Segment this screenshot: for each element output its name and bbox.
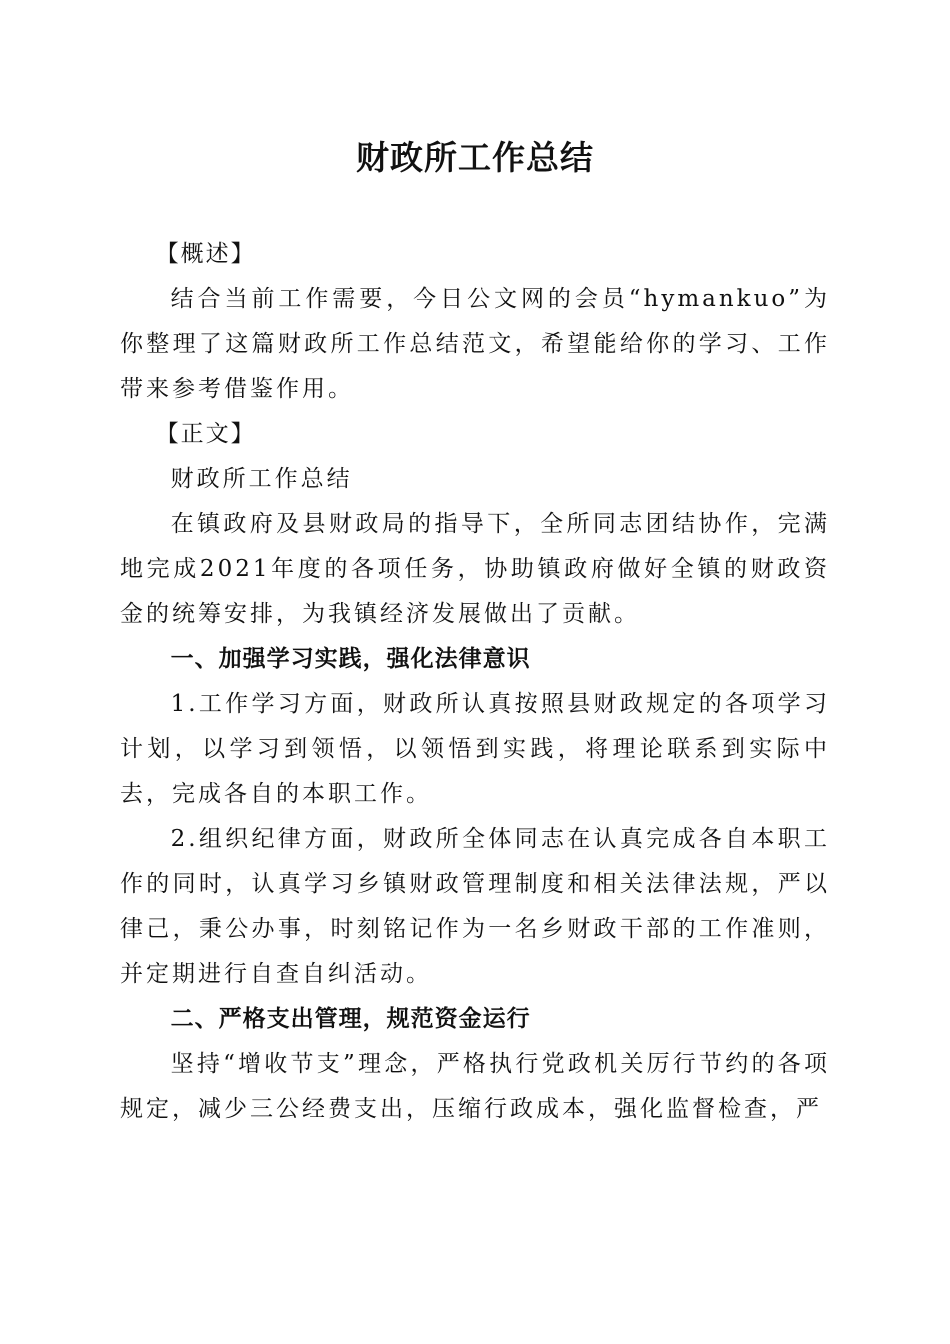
document-body xyxy=(120,232,830,1132)
heading-section-2: 二、严格支出管理，规范资金运行 xyxy=(170,1006,531,1032)
intro-paragraph: 在镇政府及县财政局的指导下，全所同志团结协作，完满地完成2021年度的各项任务，协助镇政府做好全镇的财政资金的统筹安排，为我镇经济发展做出了贡献。 xyxy=(120,511,830,627)
section-tag-main-text: 【正文】 xyxy=(155,421,256,447)
study-paragraph: 1.工作学习方面，财政所认真按照县财政规定的各项学习计划，以学习到领悟，以领悟到实践，将理论联系到实际中去，完成各自的本职工作。 xyxy=(120,691,830,807)
section-tag-overview: 【概述】 xyxy=(155,241,256,267)
subtitle-paragraph: 财政所工作总结 xyxy=(170,466,353,492)
document-title: 财政所工作总结 xyxy=(356,138,594,177)
overview-paragraph: 结合当前工作需要，今日公文网的会员“hymankuo”为你整理了这篇财政所工作总结范文，希望能给你的学习、工作带来参考借鉴作用。 xyxy=(120,286,830,402)
heading-section-1: 一、加强学习实践，强化法律意识 xyxy=(170,646,531,672)
discipline-paragraph: 2.组织纪律方面，财政所全体同志在认真完成各自本职工作的同时，认真学习乡镇财政管理制度和相关法律法规，严以律己，秉公办事，时刻铭记作为一名乡财政干部的工作准则，并定期进行自查自纠活动。 xyxy=(120,826,830,987)
expenditure-paragraph: 坚持“增收节支”理念，严格执行党政机关厉行节约的各项规定，减少三公经费支出，压缩行政成本，强化监督检查，严 xyxy=(120,1051,830,1122)
